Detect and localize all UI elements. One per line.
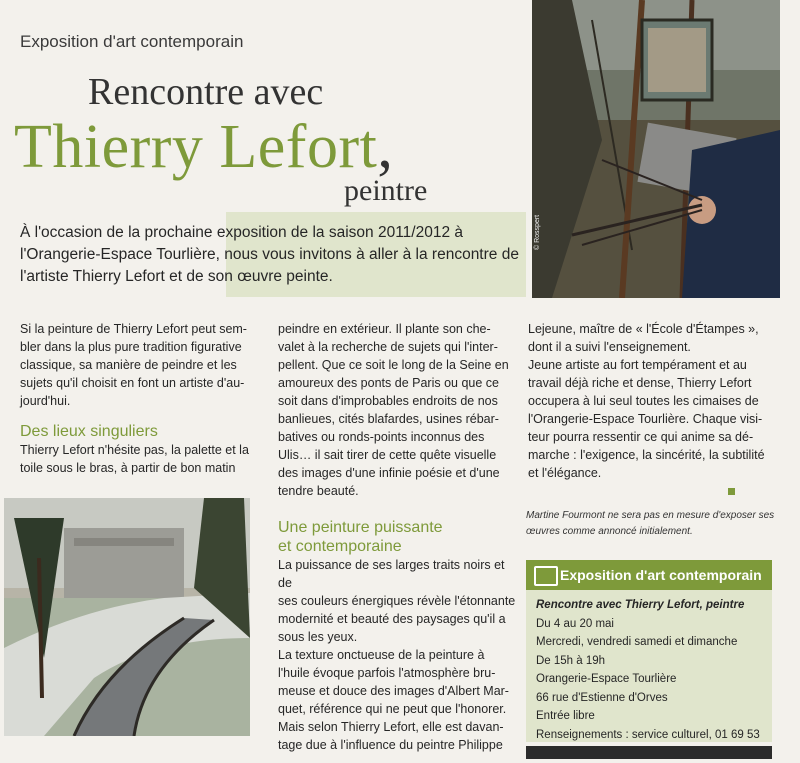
info-contact: Renseignements : service culturel, 01 69 53	[536, 728, 760, 741]
column-1	[20, 320, 252, 477]
column-2	[278, 320, 516, 754]
info-hours: De 15h à 19h	[536, 654, 606, 667]
col3-line: occupera à lui seul toutes les cimaises de	[528, 394, 759, 408]
col3-line: marche : l'exigence, la sincérité, la subtilité	[528, 448, 765, 462]
col2-line: peindre en extérieur. Il plante son che-	[278, 322, 491, 336]
bottom-bar	[526, 746, 772, 759]
col2-line: sous les yeux.	[278, 630, 358, 644]
landscape-painting	[4, 498, 250, 736]
info-days: Mercredi, vendredi samedi et dimanche	[536, 636, 738, 648]
col3-line: dont il a suivi l'enseignement.	[528, 340, 691, 354]
col1-line: bler dans la plus pure tradition figurative	[20, 340, 242, 354]
col1-line: sujets qu'il choisit en font un artiste d'au-	[20, 376, 245, 390]
col2-line: des images d'une infinie poésie et d'une	[278, 466, 500, 480]
heading-une-peinture-2: et contemporaine	[278, 538, 402, 555]
painter-photo	[532, 0, 780, 298]
info-dates: Du 4 au 20 mai	[536, 617, 614, 630]
col3-line: travail déjà riche et dense, Thierry Lefort	[528, 376, 752, 390]
col1-line: Thierry Lefort n'hésite pas, la palette et la	[20, 443, 249, 457]
col3-line: Jeune artiste au fort tempérament et au	[528, 358, 747, 372]
intro-paragraph: À l'occasion de la prochaine exposition de la saison 2011/2012 à l'Orangerie-Espace Tourlière, nous vous invitons à aller à la rencontre de l'artiste Thierry Lefort et de son œuvre peinte.	[20, 224, 519, 285]
col2-line: La puissance de ses larges traits noirs et de	[278, 558, 505, 590]
col2-line: modernité et beauté des paysages qu'il a	[278, 612, 506, 626]
col2-line: pellent. Que ce soit le long de la Seine en	[278, 358, 509, 372]
heading-une-peinture: Une peinture puissante	[278, 519, 443, 536]
col2-line: meuse et douce des images d'Albert Mar-	[278, 684, 509, 698]
column-3	[528, 320, 778, 500]
title-name: Thierry Lefort,	[14, 113, 394, 181]
col3-line: teur pourra ressentir ce qui anime sa dé-	[528, 430, 754, 444]
info-box-header: Exposition d'art contemporain	[526, 560, 772, 590]
info-address: 66 rue d'Estienne d'Orves	[536, 691, 668, 704]
info-box-content	[536, 596, 772, 763]
col2-line: l'huile évoque parfois l'atmosphère bru-	[278, 666, 496, 680]
col2-line: tendre beauté.	[278, 484, 359, 498]
col3-line: et l'élégance.	[528, 464, 778, 500]
col3-line: Lejeune, maître de « l'École d'Étampes »,	[528, 322, 759, 336]
col2-line: Mais selon Thierry Lefort, elle est davan-	[278, 720, 504, 734]
col2-line: soit dans d'improbables endroits de nos	[278, 394, 498, 408]
col2-line: tage due à l'influence du peintre Philippe	[278, 738, 503, 752]
col1-line: Si la peinture de Thierry Lefort peut sem-	[20, 322, 247, 336]
title-line1: Rencontre avec	[88, 71, 324, 113]
col2-line: amoureux des ponts de Paris ou que ce	[278, 376, 499, 390]
info-entry: Entrée libre	[536, 710, 595, 722]
col2-line: ses couleurs énergiques révèle l'étonnante	[278, 594, 516, 608]
heading-des-lieux: Des lieux singuliers	[20, 423, 158, 440]
info-title: Rencontre avec Thierry Lefort, peintre	[536, 599, 745, 611]
col1-line: classique, sa manière de peindre et les	[20, 358, 237, 372]
section-label: Exposition d'art contemporain	[20, 32, 244, 51]
col2-line: Ulis… il sait tirer de cette quête visuelle	[278, 448, 497, 462]
info-venue: Orangerie-Espace Tourlière	[536, 673, 677, 685]
caption-note: Martine Fourmont ne sera pas en mesure d'exposer ses œuvres comme annoncé initialement.	[526, 510, 775, 537]
col3-line: l'Orangerie-Espace Tourlière. Chaque visi-	[528, 412, 763, 426]
end-square-icon	[728, 488, 735, 495]
col1-line: jourd'hui.	[20, 394, 71, 408]
col2-line: banlieues, cités blafardes, usines rébar-	[278, 412, 499, 426]
col2-line: valet à la recherche de sujets qui l'inter-	[278, 340, 498, 354]
photo-credit: © Rosspert	[534, 214, 541, 250]
title-line3: peintre	[344, 174, 428, 207]
col2-line: batives ou ronds-points inconnus des	[278, 430, 485, 444]
col2-line: quet, référence qui ne peut que l'honorer.	[278, 702, 507, 716]
col1-line: toile sous le bras, à partir de bon matin	[20, 461, 236, 475]
info-icon	[534, 566, 558, 586]
col2-line: La texture onctueuse de la peinture à	[278, 648, 485, 662]
